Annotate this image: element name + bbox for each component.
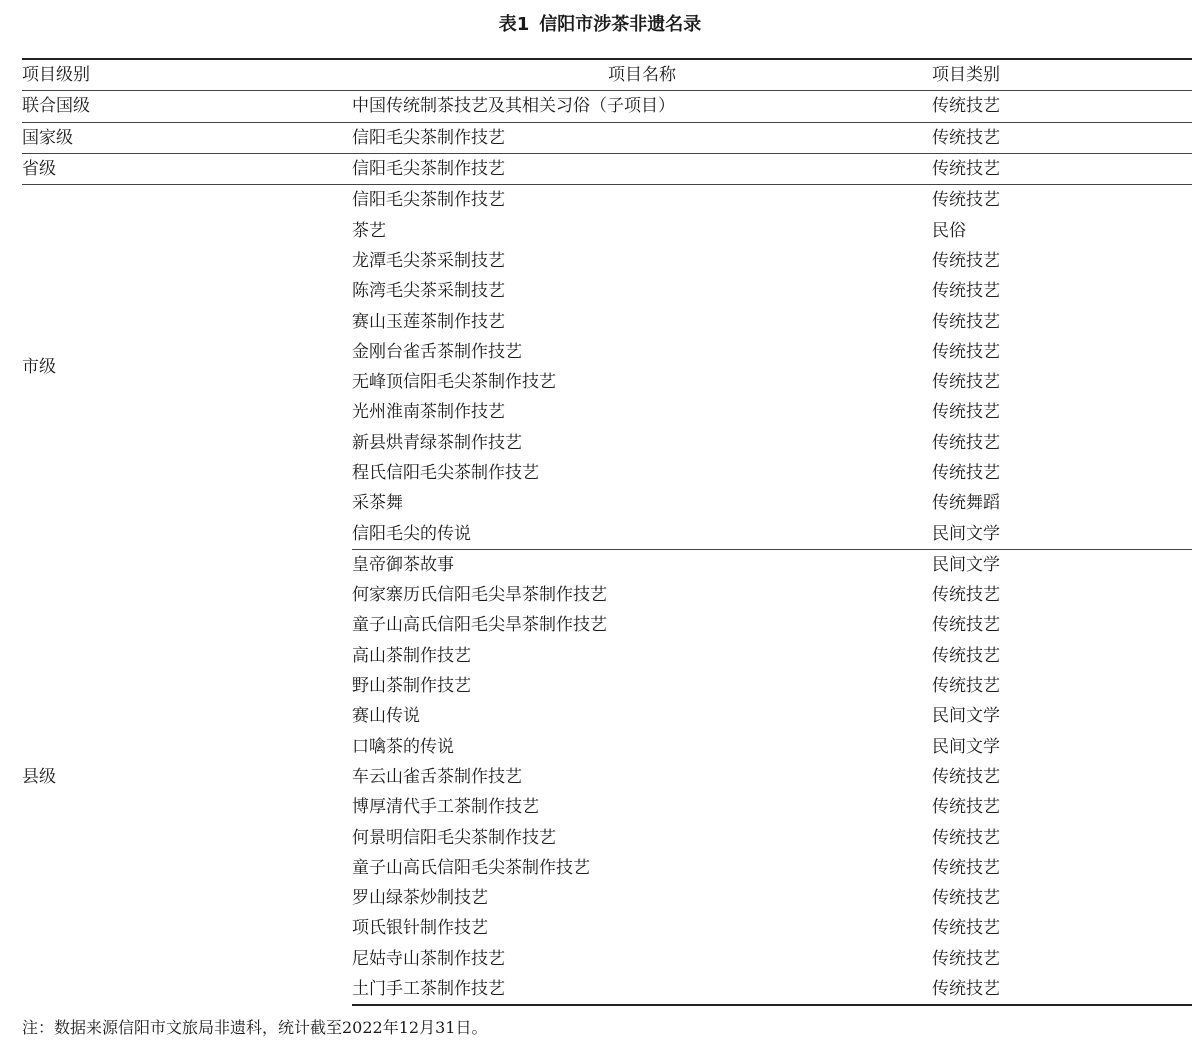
item-name-cell: 项氏银针制作技艺 <box>352 918 488 939</box>
item-name-cell: 皇帝御茶故事 <box>352 554 454 575</box>
heritage-table <box>22 58 1192 1006</box>
item-name-cell: 茶艺 <box>352 220 386 241</box>
item-type-cell: 传统技艺 <box>932 402 1000 423</box>
item-name-cell: 新县烘青绿茶制作技艺 <box>352 432 522 453</box>
item-type-cell: 民俗 <box>932 220 966 241</box>
item-type-cell: 传统技艺 <box>932 311 1000 332</box>
item-type-cell: 传统技艺 <box>932 341 1000 362</box>
level-cell: 国家级 <box>22 122 352 153</box>
level-cell: 联合国级 <box>22 91 352 122</box>
header-level: 项目级别 <box>22 59 352 91</box>
item-name-cell: 信阳毛尖茶制作技艺 <box>352 122 932 153</box>
item-name-cell: 无峰顶信阳毛尖茶制作技艺 <box>352 372 556 393</box>
header-name: 项目名称 <box>352 59 932 91</box>
item-type-cell: 传统技艺 <box>932 281 1000 302</box>
item-type-cell: 传统技艺 <box>932 974 1192 1005</box>
level-cell: 省级 <box>22 153 352 184</box>
item-name-cell: 中国传统制茶技艺及其相关习俗（子项目） <box>352 91 932 122</box>
header-type: 项目类别 <box>932 59 1192 91</box>
item-type-cell: 传统技艺 <box>932 948 1000 969</box>
item-type-cell: 民间文学 <box>932 554 1000 575</box>
item-name-cell: 何景明信阳毛尖茶制作技艺 <box>352 827 556 848</box>
item-name-cell: 童子山高氏信阳毛尖旱茶制作技艺 <box>352 615 607 636</box>
item-type-cell: 传统技艺 <box>932 432 1000 453</box>
item-name-cell: 信阳毛尖茶制作技艺 <box>352 153 932 184</box>
item-name-cell: 采茶舞 <box>352 493 403 514</box>
item-type-cell: 传统舞蹈 <box>932 493 1000 514</box>
item-name-cell: 高山茶制作技艺 <box>352 645 471 666</box>
item-name-cell: 土门手工茶制作技艺 <box>352 974 932 1005</box>
item-type-cell: 传统技艺 <box>932 153 1192 184</box>
item-type-cell: 传统技艺 <box>932 827 1000 848</box>
item-name-cell: 赛山玉莲茶制作技艺 <box>352 311 505 332</box>
table-row <box>22 185 1192 216</box>
item-type-cell: 传统技艺 <box>932 463 1000 483</box>
table-row <box>22 153 1192 184</box>
item-type-cell: 传统技艺 <box>932 372 1000 393</box>
item-name-cell: 野山茶制作技艺 <box>352 676 471 697</box>
item-name-cell: 金刚台雀舌茶制作技艺 <box>352 341 522 362</box>
item-type-cell: 传统技艺 <box>932 857 1000 878</box>
table-footnote: 注：数据来源信阳市文旅局非遗科，统计截至2022年12月31日。 <box>22 1018 488 1037</box>
table-body <box>22 91 1192 1005</box>
table-row <box>22 549 1192 580</box>
table-row <box>22 91 1192 122</box>
item-name-cell: 赛山传说 <box>352 706 420 727</box>
item-type-cell: 传统技艺 <box>932 250 1000 271</box>
item-name-cell: 程氏信阳毛尖茶制作技艺 <box>352 463 539 483</box>
item-name-cell: 信阳毛尖的传说 <box>352 518 932 549</box>
item-type-cell: 传统技艺 <box>932 918 1000 939</box>
item-type-cell: 传统技艺 <box>932 797 1000 818</box>
item-type-cell: 传统技艺 <box>932 676 1000 697</box>
item-type-cell: 传统技艺 <box>932 615 1000 636</box>
table-title-text: 信阳市涉茶非遗名录 <box>539 14 702 35</box>
item-type-cell: 传统技艺 <box>932 585 1000 606</box>
item-name-cell: 尼姑寺山茶制作技艺 <box>352 948 505 969</box>
level-cell: 市级 <box>22 357 56 378</box>
item-type-cell: 传统技艺 <box>932 888 1000 909</box>
header-row <box>22 59 1192 91</box>
item-type-cell: 传统技艺 <box>932 122 1192 153</box>
table-number: 表1 <box>498 14 530 35</box>
item-name-cell: 信阳毛尖茶制作技艺 <box>352 190 505 211</box>
table-title <box>0 10 1200 40</box>
level-cell: 县级 <box>22 767 56 788</box>
item-type-cell: 民间文学 <box>932 736 1000 757</box>
item-name-cell: 车云山雀舌茶制作技艺 <box>352 766 522 787</box>
item-type-cell: 传统技艺 <box>932 190 1000 211</box>
item-name-cell: 博厚清代手工茶制作技艺 <box>352 797 539 818</box>
item-type-cell: 民间文学 <box>932 706 1000 727</box>
item-name-cell: 罗山绿茶炒制技艺 <box>352 888 488 909</box>
item-name-cell: 陈湾毛尖茶采制技艺 <box>352 281 505 302</box>
table-row <box>22 122 1192 153</box>
item-name-cell: 何家寨历氏信阳毛尖旱茶制作技艺 <box>352 585 607 606</box>
item-name-cell: 龙潭毛尖茶采制技艺 <box>352 250 505 271</box>
item-type-cell: 民间文学 <box>932 518 1192 549</box>
item-type-cell: 传统技艺 <box>932 766 1000 787</box>
item-type-cell: 传统技艺 <box>932 91 1192 122</box>
item-name-cell: 童子山高氏信阳毛尖茶制作技艺 <box>352 857 590 878</box>
item-name-cell: 光州淮南茶制作技艺 <box>352 402 505 423</box>
item-type-cell: 传统技艺 <box>932 645 1000 666</box>
item-name-cell: 口噙茶的传说 <box>352 736 454 757</box>
